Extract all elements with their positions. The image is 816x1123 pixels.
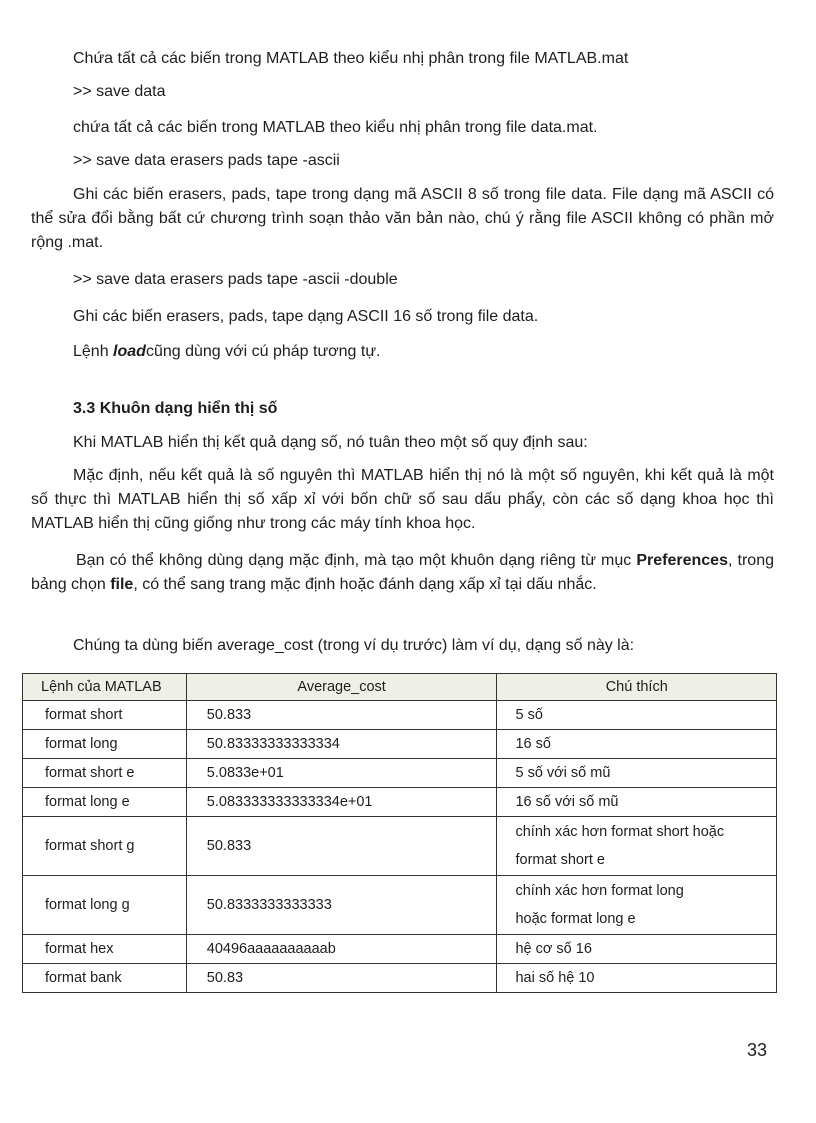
cell-value: 50.833 [186, 817, 497, 876]
paragraph-5: Ghi các biến erasers, pads, tape trong dạng mã ASCII 8 số trong file data. File dạng mã ASCII có thể sửa đổi bằng bất cứ chương trình soạn thảo văn bản nào, chú ý rằng file ASCII không có phần mở rộng .mat. [31, 186, 774, 251]
paragraph-7: Ghi các biến erasers, pads, tape dạng ASCII 16 số trong file data. [73, 308, 539, 325]
cell-note-line-1: chính xác hơn format long [515, 883, 684, 899]
paragraph-11 [31, 549, 774, 597]
code-save-ascii: >> save data erasers pads tape -ascii [73, 152, 340, 169]
cell-note-line-2: hoặc format long e [515, 911, 636, 927]
p8-load-keyword: load [113, 343, 146, 360]
cell-note [497, 876, 777, 935]
paragraph-3: chứa tất cả các biến trong MATLAB theo kiểu nhị phân trong file data.mat. [73, 119, 598, 136]
table-row [23, 876, 777, 935]
section-heading: 3.3 Khuôn dạng hiển thị số [73, 400, 278, 417]
table-row [23, 730, 777, 759]
cell-value: 50.83333333333334 [186, 730, 497, 759]
cell-value: 5.0833e+01 [186, 759, 497, 788]
cell-note [497, 817, 777, 876]
cell-command: format bank [23, 964, 187, 993]
p11-c: , trong bảng chọn [31, 552, 775, 593]
p11-a: Bạn có thể không dùng dạng mặc định, mà tạo một khuôn dạng riêng từ mục [76, 552, 637, 569]
page-number: 33 [747, 1040, 768, 1060]
table-row [23, 701, 777, 730]
code-save-ascii-double: >> save data erasers pads tape -ascii -double [73, 271, 398, 288]
cell-value: 5.083333333333334e+01 [186, 788, 497, 817]
cell-value: 50.833 [186, 701, 497, 730]
cell-command: format short [23, 701, 187, 730]
cell-command: format long g [23, 876, 187, 935]
format-table [22, 673, 777, 993]
table-row [23, 817, 777, 876]
cell-command: format short e [23, 759, 187, 788]
cell-note: 5 số [497, 701, 777, 730]
cell-command: format hex [23, 935, 187, 964]
header-note: Chú thích [497, 674, 777, 701]
paragraph-1: Chứa tất cả các biến trong MATLAB theo kiểu nhị phân trong file MATLAB.mat [73, 50, 629, 67]
paragraph-8 [73, 340, 380, 364]
cell-note-line-2: format short e [515, 852, 605, 868]
paragraph-12: Chúng ta dùng biến average_cost (trong ví dụ trước) làm ví dụ, dạng số này là: [73, 637, 635, 654]
table-header-row [23, 674, 777, 701]
p11-file: file [110, 576, 134, 593]
cell-command: format long [23, 730, 187, 759]
table-row [23, 759, 777, 788]
cell-command: format long e [23, 788, 187, 817]
header-command: Lệnh của MATLAB [23, 674, 187, 701]
cell-value: 40496aaaaaaaaaab [186, 935, 497, 964]
cell-note: 16 số với số mũ [497, 788, 777, 817]
p11-preferences: Preferences [636, 552, 728, 569]
p11-e: , có thể sang trang mặc định hoặc đánh dạng xấp xỉ tại dấu nhắc. [133, 576, 597, 593]
cell-note: 16 số [497, 730, 777, 759]
code-save-data: >> save data [73, 83, 166, 100]
paragraph-10: Mặc định, nếu kết quả là số nguyên thì MATLAB hiển thị nó là một số nguyên, khi kết quả là một số thực thì MATLAB hiển thị số xấp xỉ với bốn chữ số sau dấu phẩy, còn các số dạng khoa học thì MATLAB hiển thị cũng giống như trong các máy tính khoa học. [31, 467, 774, 532]
table-row [23, 935, 777, 964]
table-row [23, 964, 777, 993]
paragraph-9: Khi MATLAB hiển thị kết quả dạng số, nó tuân theo một số quy định sau: [73, 434, 588, 451]
cell-note: hệ cơ số 16 [497, 935, 777, 964]
cell-command: format short g [23, 817, 187, 876]
cell-value: 50.8333333333333 [186, 876, 497, 935]
header-average-cost: Average_cost [186, 674, 497, 701]
cell-note: 5 số với số mũ [497, 759, 777, 788]
table-row [23, 788, 777, 817]
p8-after: cũng dùng với cú pháp tương tự. [145, 343, 381, 360]
cell-note-line-1: chính xác hơn format short hoặc [515, 824, 725, 840]
cell-note: hai số hệ 10 [497, 964, 777, 993]
cell-value: 50.83 [186, 964, 497, 993]
p8-before: Lệnh [73, 343, 114, 360]
